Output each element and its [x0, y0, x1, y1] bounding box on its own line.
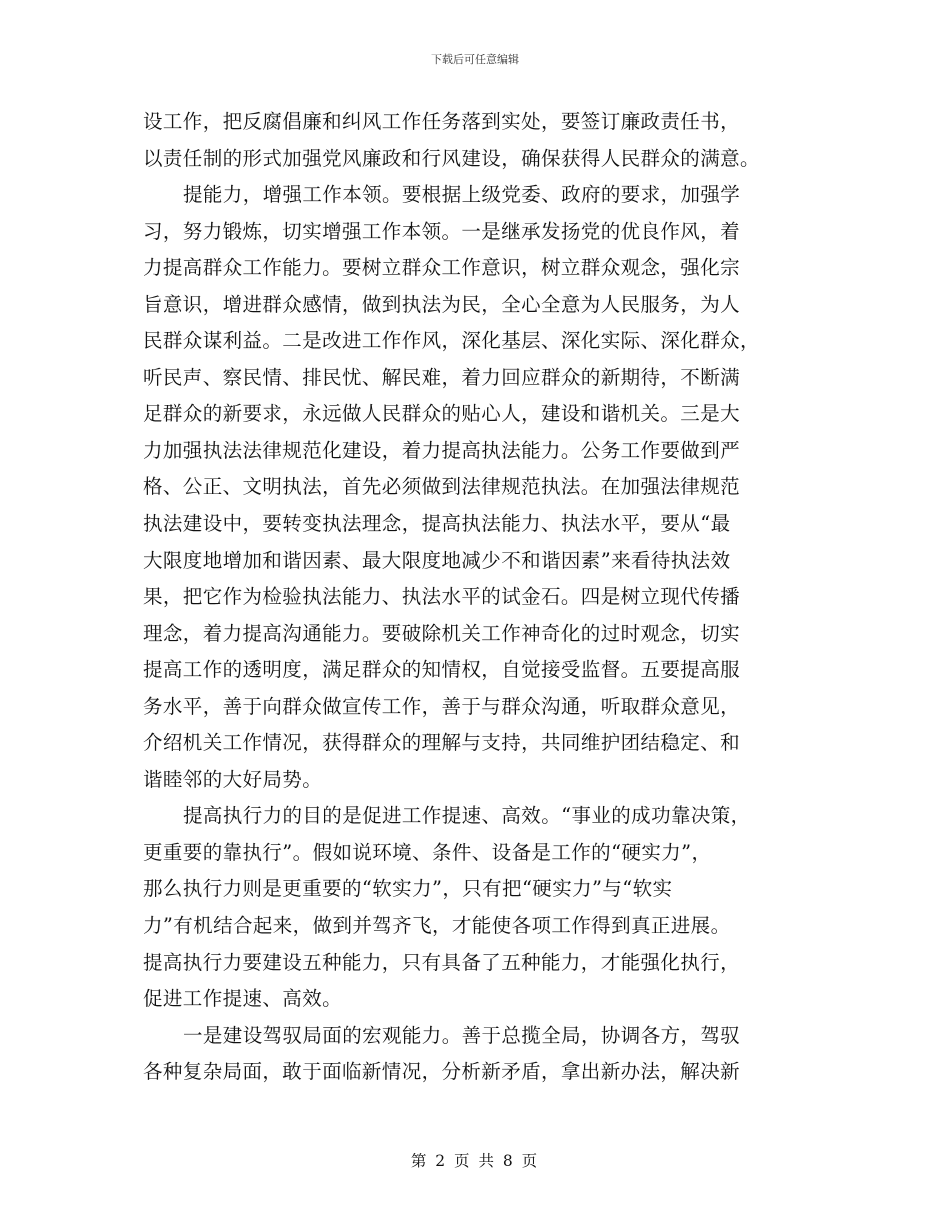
text-line: 格、公正、文明执法，首先必须做到法律规范执法。在加强法律规范 [143, 475, 741, 499]
page-footer: 第 2 页 共 8 页 [410, 1152, 540, 1170]
text-line: 提高工作的透明度，满足群众的知情权，自觉接受监督。五要提高服 [143, 658, 741, 682]
text-line: 谐睦邻的大好局势。 [143, 767, 323, 791]
text-line: 足群众的新要求，永远做人民群众的贴心人，建设和谐机关。三是大 [143, 402, 741, 426]
text-line: 一是建设驾驭局面的宏观能力。善于总揽全局，协调各方，驾驭 [183, 1023, 741, 1047]
text-line: 务水平，善于向群众做宣传工作，善于与群众沟通，听取群众意见， [143, 694, 741, 718]
text-line: 提高执行力的目的是促进工作提速、高效。“事业的成功靠决策， [183, 804, 751, 828]
text-line: 力提高群众工作能力。要树立群众工作意识，树立群众观念，强化宗 [143, 256, 741, 280]
text-line: 设工作，把反腐倡廉和纠风工作任务落到实处，要签订廉政责任书， [143, 110, 741, 133]
text-line: 理念，着力提高沟通能力。要破除机关工作神奇化的过时观念，切实 [143, 621, 741, 645]
text-line: 促进工作提速、高效。 [143, 987, 343, 1011]
text-line: 更重要的靠执行”。假如说环境、条件、设备是工作的“硬实力”， [143, 840, 712, 864]
text-line: 提高执行力要建设五种能力，只有具备了五种能力，才能强化执行， [143, 950, 741, 974]
text-line: 力”有机结合起来，做到并驾齐飞，才能使各项工作得到真正进展。 [143, 914, 731, 938]
text-line: 介绍机关工作情况，获得群众的理解与支持，共同维护团结稳定、和 [143, 731, 741, 755]
text-line: 力加强执法法律规范化建设，着力提高执法能力。公务工作要做到严 [143, 438, 741, 462]
text-line: 大限度地增加和谐因素、最大限度地减少不和谐因素”来看待执法效 [143, 548, 731, 572]
text-line: 听民声、察民情、排民忧、解民难，着力回应群众的新期待，不断满 [143, 365, 741, 389]
text-line: 提能力，增强工作本领。要根据上级党委、政府的要求，加强学 [183, 183, 741, 207]
text-line: 以责任制的形式加强党风廉政和行风建设，确保获得人民群众的满意。 [143, 146, 760, 170]
text-line: 各种复杂局面，敢于面临新情况，分析新矛盾，拿出新办法，解决新 [143, 1060, 741, 1084]
text-line: 那么执行力则是更重要的“软实力”，只有把“硬实力”与“软实 [143, 877, 673, 901]
page-header: 下载后可任意编辑 [431, 53, 519, 66]
text-line: 习，努力锻炼，切实增强工作本领。一是继承发扬党的优良作风，着 [143, 219, 741, 243]
text-line: 果，把它作为检验执法能力、执法水平的试金石。四是树立现代传播 [143, 585, 741, 609]
text-line: 执法建设中，要转变执法理念，提高执法能力、执法水平，要从“最 [143, 512, 731, 536]
text-line: 民群众谋利益。二是改进工作作风，深化基层、深化实际、深化群众， [143, 329, 760, 353]
text-line: 旨意识，增进群众感情，做到执法为民，全心全意为人民服务，为人 [143, 292, 741, 316]
document-body [143, 104, 823, 1091]
